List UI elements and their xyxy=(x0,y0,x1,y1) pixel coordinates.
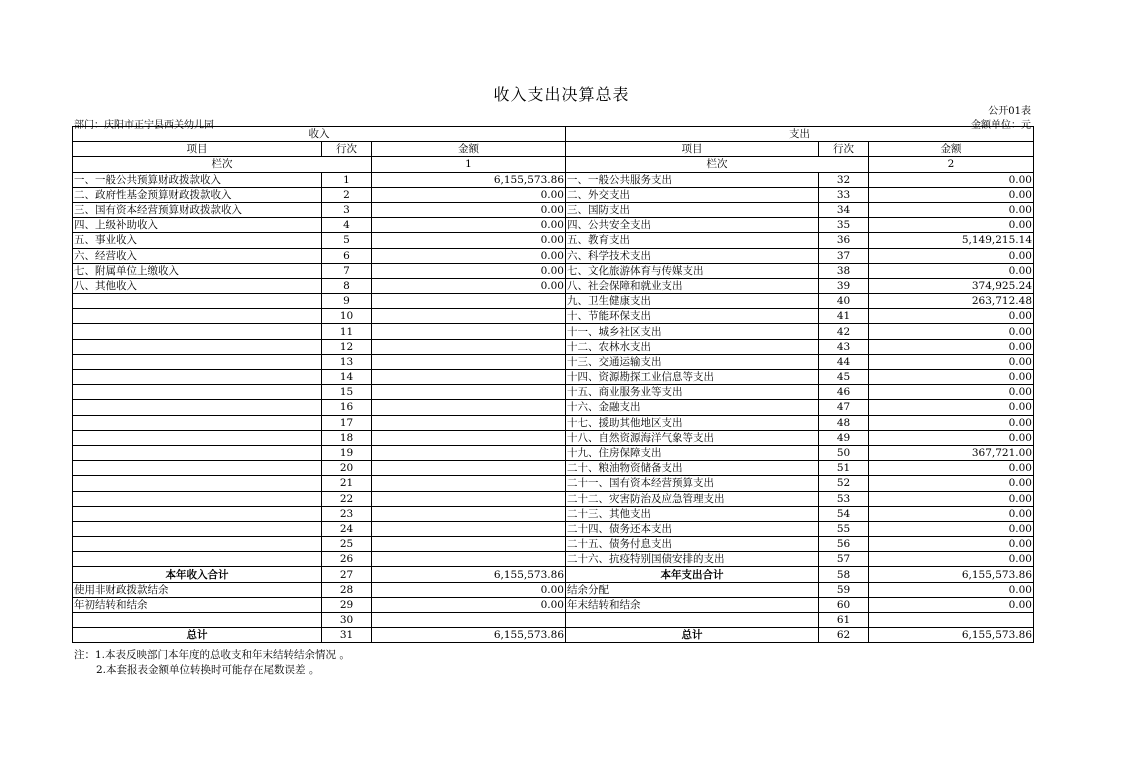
income-amount-cell xyxy=(372,400,566,415)
expense-amount-cell: 0.00 xyxy=(869,400,1034,415)
expense-item-cell: 十九、住房保障支出 xyxy=(566,445,819,460)
expense-item-cell: 十三、交通运输支出 xyxy=(566,354,819,369)
table-row xyxy=(73,233,1034,248)
table-row xyxy=(73,491,1034,506)
income-row-no-cell: 6 xyxy=(322,248,372,263)
income-amount-cell xyxy=(372,506,566,521)
income-item-cell xyxy=(73,294,322,309)
income-row-no-cell: 26 xyxy=(322,552,372,567)
income-amount-cell xyxy=(372,445,566,460)
income-item-cell: 一、一般公共预算财政拨款收入 xyxy=(73,172,322,187)
expense-row-no-cell: 33 xyxy=(819,187,869,202)
expense-row-no-cell: 40 xyxy=(819,294,869,309)
expense-amount-cell: 0.00 xyxy=(869,597,1034,612)
expense-row-no-cell: 42 xyxy=(819,324,869,339)
expense-item-cell: 十、节能环保支出 xyxy=(566,309,819,324)
income-row-no-cell: 4 xyxy=(322,218,372,233)
income-item-cell xyxy=(73,491,322,506)
income-col-index: 1 xyxy=(372,157,566,172)
expense-amount-cell: 0.00 xyxy=(869,218,1034,233)
expense-row-no-cell: 41 xyxy=(819,309,869,324)
column-index-row xyxy=(73,157,1034,172)
expense-col-index-label: 栏次 xyxy=(566,157,869,172)
income-amount-cell: 0.00 xyxy=(372,248,566,263)
income-amount-cell xyxy=(372,415,566,430)
table-row xyxy=(73,339,1034,354)
expense-item-cell: 本年支出合计 xyxy=(566,567,819,582)
income-item-cell: 本年收入合计 xyxy=(73,567,322,582)
expense-amount-cell: 0.00 xyxy=(869,172,1034,187)
income-row-no-cell: 13 xyxy=(322,354,372,369)
income-row-no-cell: 17 xyxy=(322,415,372,430)
expense-row-no-cell: 50 xyxy=(819,445,869,460)
expense-row-no-cell: 55 xyxy=(819,521,869,536)
expense-amount-cell: 0.00 xyxy=(869,506,1034,521)
income-item-cell xyxy=(73,613,322,628)
expense-row-no-cell: 56 xyxy=(819,537,869,552)
expense-item-cell: 十一、城乡社区支出 xyxy=(566,324,819,339)
table-row xyxy=(73,521,1034,536)
table-row xyxy=(73,202,1034,217)
income-row-no-cell: 1 xyxy=(322,172,372,187)
table-row xyxy=(73,628,1034,643)
income-row-no-cell: 14 xyxy=(322,370,372,385)
income-amount-cell xyxy=(372,552,566,567)
income-amount-cell: 0.00 xyxy=(372,263,566,278)
income-item-cell: 八、其他收入 xyxy=(73,278,322,293)
income-amount-cell: 0.00 xyxy=(372,582,566,597)
income-amount-cell xyxy=(372,385,566,400)
income-row-no-cell: 7 xyxy=(322,263,372,278)
expense-row-no-cell: 32 xyxy=(819,172,869,187)
expense-amount-cell: 0.00 xyxy=(869,309,1034,324)
expense-row-no-cell: 45 xyxy=(819,370,869,385)
income-item-cell xyxy=(73,415,322,430)
income-amount-cell: 6,155,573.86 xyxy=(372,172,566,187)
expense-amount-header: 金额 xyxy=(869,142,1034,157)
budget-summary-table xyxy=(72,126,1034,643)
expense-item-cell: 二十五、债务付息支出 xyxy=(566,537,819,552)
note-line-1: 注：1.本表反映部门本年度的总收支和年末结转结余情况 。 xyxy=(74,649,350,661)
section-header-row xyxy=(73,127,1034,142)
note-line-2: 2.本套报表金额单位转换时可能存在尾数误差 。 xyxy=(96,664,320,676)
table-row xyxy=(73,172,1034,187)
income-item-cell xyxy=(73,400,322,415)
expense-amount-cell: 367,721.00 xyxy=(869,445,1034,460)
page-title: 收入支出决算总表 xyxy=(493,85,630,104)
expense-amount-cell: 0.00 xyxy=(869,248,1034,263)
expense-amount-cell xyxy=(869,613,1034,628)
income-amount-cell xyxy=(372,537,566,552)
income-item-cell xyxy=(73,552,322,567)
expense-amount-cell: 374,925.24 xyxy=(869,278,1034,293)
income-amount-cell xyxy=(372,476,566,491)
income-item-cell: 二、政府性基金预算财政拨款收入 xyxy=(73,187,322,202)
income-item-cell: 七、附属单位上缴收入 xyxy=(73,263,322,278)
expense-amount-cell: 0.00 xyxy=(869,370,1034,385)
expense-row-no-header: 行次 xyxy=(819,142,869,157)
income-item-cell xyxy=(73,324,322,339)
income-item-cell xyxy=(73,506,322,521)
table-row xyxy=(73,430,1034,445)
income-row-no-cell: 11 xyxy=(322,324,372,339)
expense-amount-cell: 0.00 xyxy=(869,582,1034,597)
income-item-cell xyxy=(73,476,322,491)
expense-amount-cell: 0.00 xyxy=(869,187,1034,202)
expense-item-cell: 九、卫生健康支出 xyxy=(566,294,819,309)
income-amount-cell xyxy=(372,324,566,339)
income-row-no-cell: 29 xyxy=(322,597,372,612)
income-item-cell: 总计 xyxy=(73,628,322,643)
expense-item-cell xyxy=(566,613,819,628)
income-item-cell xyxy=(73,461,322,476)
income-row-no-cell: 10 xyxy=(322,309,372,324)
table-row xyxy=(73,567,1034,582)
expense-item-cell: 二十、粮油物资储备支出 xyxy=(566,461,819,476)
income-row-no-cell: 31 xyxy=(322,628,372,643)
income-item-cell xyxy=(73,385,322,400)
table-row xyxy=(73,552,1034,567)
expense-row-no-cell: 36 xyxy=(819,233,869,248)
expense-item-cell: 十七、援助其他地区支出 xyxy=(566,415,819,430)
expense-amount-cell: 263,712.48 xyxy=(869,294,1034,309)
table-row xyxy=(73,613,1034,628)
expense-row-no-cell: 38 xyxy=(819,263,869,278)
expense-row-no-cell: 39 xyxy=(819,278,869,293)
expense-row-no-cell: 49 xyxy=(819,430,869,445)
income-amount-cell xyxy=(372,309,566,324)
expense-row-no-cell: 35 xyxy=(819,218,869,233)
income-row-no-cell: 8 xyxy=(322,278,372,293)
income-row-no-cell: 3 xyxy=(322,202,372,217)
expense-item-cell: 二十一、国有资本经营预算支出 xyxy=(566,476,819,491)
expense-row-no-cell: 54 xyxy=(819,506,869,521)
expense-amount-cell: 0.00 xyxy=(869,263,1034,278)
expense-row-no-cell: 46 xyxy=(819,385,869,400)
income-amount-cell: 6,155,573.86 xyxy=(372,567,566,582)
expense-item-header: 项目 xyxy=(566,142,819,157)
income-amount-cell xyxy=(372,461,566,476)
expense-item-cell: 十二、农林水支出 xyxy=(566,339,819,354)
income-row-no-cell: 2 xyxy=(322,187,372,202)
income-amount-cell: 0.00 xyxy=(372,187,566,202)
income-amount-cell: 0.00 xyxy=(372,233,566,248)
expense-amount-cell: 0.00 xyxy=(869,430,1034,445)
expense-item-cell: 七、文化旅游体育与传媒支出 xyxy=(566,263,819,278)
table-row xyxy=(73,278,1034,293)
expense-item-cell: 十五、商业服务业等支出 xyxy=(566,385,819,400)
expense-amount-cell: 0.00 xyxy=(869,415,1034,430)
expense-row-no-cell: 60 xyxy=(819,597,869,612)
expense-item-cell: 二十二、灾害防治及应急管理支出 xyxy=(566,491,819,506)
table-row xyxy=(73,597,1034,612)
income-row-no-cell: 18 xyxy=(322,430,372,445)
expense-row-no-cell: 61 xyxy=(819,613,869,628)
income-row-no-cell: 30 xyxy=(322,613,372,628)
income-amount-cell xyxy=(372,370,566,385)
income-item-cell xyxy=(73,521,322,536)
income-item-cell: 五、事业收入 xyxy=(73,233,322,248)
income-row-no-cell: 9 xyxy=(322,294,372,309)
income-item-cell: 六、经营收入 xyxy=(73,248,322,263)
table-row xyxy=(73,445,1034,460)
expense-item-cell: 五、教育支出 xyxy=(566,233,819,248)
income-item-cell xyxy=(73,537,322,552)
table-row xyxy=(73,263,1034,278)
table-row xyxy=(73,461,1034,476)
table-row xyxy=(73,537,1034,552)
expense-item-cell: 结余分配 xyxy=(566,582,819,597)
expense-row-no-cell: 51 xyxy=(819,461,869,476)
income-row-no-header: 行次 xyxy=(322,142,372,157)
expense-row-no-cell: 53 xyxy=(819,491,869,506)
income-row-no-cell: 28 xyxy=(322,582,372,597)
expense-row-no-cell: 43 xyxy=(819,339,869,354)
income-row-no-cell: 20 xyxy=(322,461,372,476)
expense-row-no-cell: 57 xyxy=(819,552,869,567)
expense-col-index: 2 xyxy=(869,157,1034,172)
income-amount-cell xyxy=(372,521,566,536)
expense-item-cell: 八、社会保障和就业支出 xyxy=(566,278,819,293)
expense-item-cell: 十四、资源勘探工业信息等支出 xyxy=(566,370,819,385)
expense-amount-cell: 0.00 xyxy=(869,385,1034,400)
income-item-cell xyxy=(73,430,322,445)
income-amount-cell: 6,155,573.86 xyxy=(372,628,566,643)
expense-row-no-cell: 47 xyxy=(819,400,869,415)
expense-item-cell: 三、国防支出 xyxy=(566,202,819,217)
expense-amount-cell: 0.00 xyxy=(869,521,1034,536)
expense-row-no-cell: 52 xyxy=(819,476,869,491)
expense-amount-cell: 6,155,573.86 xyxy=(869,567,1034,582)
expense-amount-cell: 0.00 xyxy=(869,461,1034,476)
income-amount-cell: 0.00 xyxy=(372,202,566,217)
income-row-no-cell: 25 xyxy=(322,537,372,552)
expense-amount-cell: 0.00 xyxy=(869,339,1034,354)
expense-row-no-cell: 58 xyxy=(819,567,869,582)
income-row-no-cell: 21 xyxy=(322,476,372,491)
income-row-no-cell: 27 xyxy=(322,567,372,582)
table-row xyxy=(73,309,1034,324)
expense-item-cell: 二十三、其他支出 xyxy=(566,506,819,521)
expense-row-no-cell: 48 xyxy=(819,415,869,430)
table-row xyxy=(73,324,1034,339)
income-amount-cell xyxy=(372,491,566,506)
expense-row-no-cell: 44 xyxy=(819,354,869,369)
expense-item-cell: 二十六、抗疫特别国债安排的支出 xyxy=(566,552,819,567)
expense-amount-cell: 0.00 xyxy=(869,552,1034,567)
income-item-cell xyxy=(73,339,322,354)
expense-amount-cell: 0.00 xyxy=(869,537,1034,552)
department-label: 部门：庆阳市正宁县西关幼儿园 xyxy=(74,120,214,131)
table-row xyxy=(73,476,1034,491)
income-amount-header: 金额 xyxy=(372,142,566,157)
expense-amount-cell: 0.00 xyxy=(869,324,1034,339)
expense-item-cell: 十六、金融支出 xyxy=(566,400,819,415)
table-row xyxy=(73,415,1034,430)
income-item-cell xyxy=(73,445,322,460)
table-row xyxy=(73,506,1034,521)
income-row-no-cell: 15 xyxy=(322,385,372,400)
table-row xyxy=(73,218,1034,233)
income-amount-cell xyxy=(372,339,566,354)
expense-amount-cell: 5,149,215.14 xyxy=(869,233,1034,248)
income-row-no-cell: 12 xyxy=(322,339,372,354)
income-amount-cell xyxy=(372,430,566,445)
column-header-row xyxy=(73,142,1034,157)
income-section-header: 收入 xyxy=(73,127,566,142)
income-item-cell: 三、国有资本经营预算财政拨款收入 xyxy=(73,202,322,217)
table-row xyxy=(73,385,1034,400)
income-amount-cell: 0.00 xyxy=(372,278,566,293)
expense-item-cell: 总计 xyxy=(566,628,819,643)
expense-item-cell: 年末结转和结余 xyxy=(566,597,819,612)
income-item-cell: 四、上级补助收入 xyxy=(73,218,322,233)
income-amount-cell xyxy=(372,294,566,309)
expense-item-cell: 六、科学技术支出 xyxy=(566,248,819,263)
expense-item-cell: 十八、自然资源海洋气象等支出 xyxy=(566,430,819,445)
expense-item-cell: 四、公共安全支出 xyxy=(566,218,819,233)
table-row xyxy=(73,582,1034,597)
income-col-index-label: 栏次 xyxy=(73,157,372,172)
income-row-no-cell: 5 xyxy=(322,233,372,248)
expense-item-cell: 二、外交支出 xyxy=(566,187,819,202)
expense-row-no-cell: 37 xyxy=(819,248,869,263)
income-amount-cell: 0.00 xyxy=(372,218,566,233)
table-row xyxy=(73,187,1034,202)
expense-item-cell: 二十四、债务还本支出 xyxy=(566,521,819,536)
expense-amount-cell: 0.00 xyxy=(869,491,1034,506)
expense-amount-cell: 0.00 xyxy=(869,354,1034,369)
table-row xyxy=(73,400,1034,415)
expense-row-no-cell: 59 xyxy=(819,582,869,597)
table-row xyxy=(73,248,1034,263)
income-row-no-cell: 23 xyxy=(322,506,372,521)
income-item-header: 项目 xyxy=(73,142,322,157)
income-row-no-cell: 24 xyxy=(322,521,372,536)
table-row xyxy=(73,294,1034,309)
income-row-no-cell: 19 xyxy=(322,445,372,460)
income-amount-cell xyxy=(372,354,566,369)
income-row-no-cell: 22 xyxy=(322,491,372,506)
expense-row-no-cell: 62 xyxy=(819,628,869,643)
expense-item-cell: 一、一般公共服务支出 xyxy=(566,172,819,187)
income-item-cell xyxy=(73,370,322,385)
expense-row-no-cell: 34 xyxy=(819,202,869,217)
expense-section-header: 支出 xyxy=(566,127,1034,142)
income-item-cell: 年初结转和结余 xyxy=(73,597,322,612)
amount-unit-label: 金额单位：元 xyxy=(971,120,1031,131)
income-item-cell xyxy=(73,309,322,324)
expense-amount-cell: 0.00 xyxy=(869,202,1034,217)
table-row xyxy=(73,354,1034,369)
income-amount-cell xyxy=(372,613,566,628)
expense-amount-cell: 0.00 xyxy=(869,476,1034,491)
income-amount-cell: 0.00 xyxy=(372,597,566,612)
income-item-cell: 使用非财政拨款结余 xyxy=(73,582,322,597)
income-row-no-cell: 16 xyxy=(322,400,372,415)
income-item-cell xyxy=(73,354,322,369)
table-row xyxy=(73,370,1034,385)
form-number: 公开01表 xyxy=(988,106,1031,117)
expense-amount-cell: 6,155,573.86 xyxy=(869,628,1034,643)
